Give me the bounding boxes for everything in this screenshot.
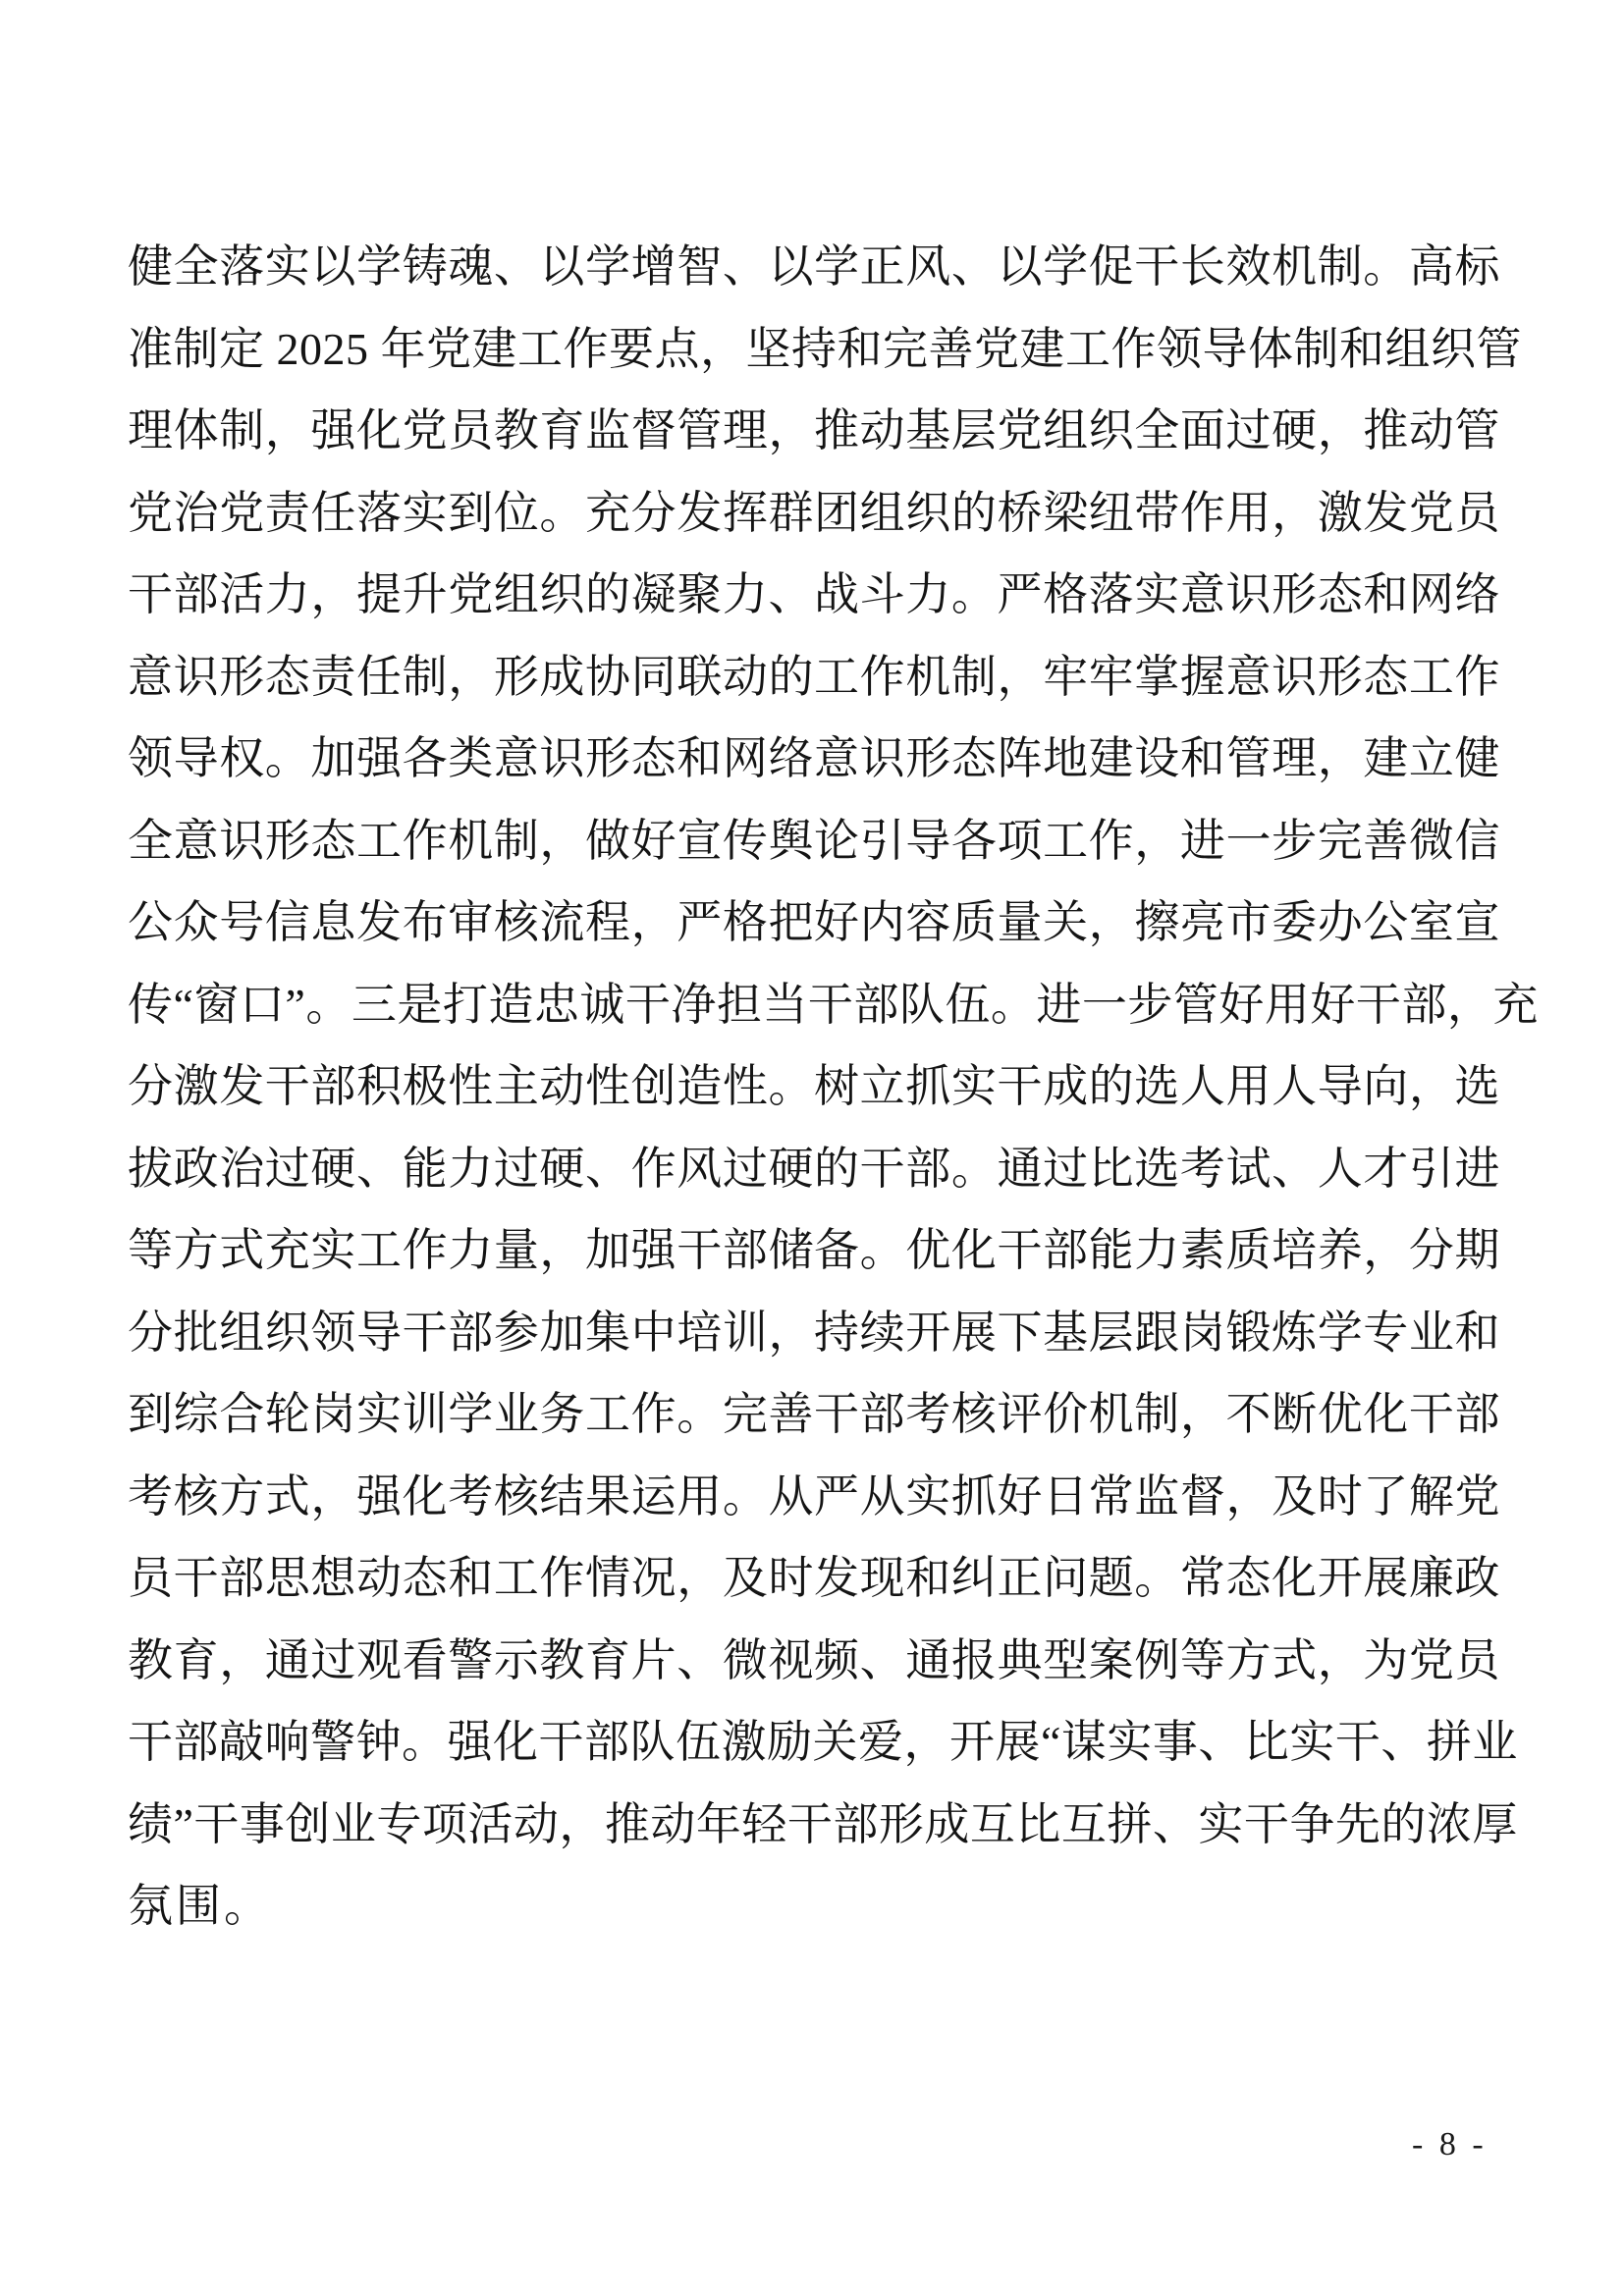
text-line: 党治党责任落实到位。充分发挥群团组织的桥梁纽带作用，激发党员 — [128, 487, 1500, 538]
text-line: 到综合轮岗实训学业务工作。完善干部考核评价机制，不断优化干部 — [128, 1389, 1500, 1439]
text-line: 意识形态责任制，形成协同联动的工作机制，牢牢掌握意识形态工作 — [128, 651, 1500, 702]
text-line: 绩”干事创业专项活动，推动年轻干部形成互比互拼、实干争先的浓厚 — [128, 1798, 1518, 1849]
text-line: 考核方式，强化考核结果运用。从严从实抓好日常监督，及时了解党 — [128, 1470, 1500, 1522]
text-line: 员干部思想动态和工作情况，及时发现和纠正问题。常态化开展廉政 — [128, 1553, 1500, 1603]
text-line: 全意识形态工作机制，做好宣传舆论引导各项工作，进一步完善微信 — [128, 815, 1500, 866]
text-line: 公众号信息发布审核流程，严格把好内容质量关，擦亮市委办公室宣 — [128, 897, 1500, 947]
text-line: 氛围。 — [128, 1881, 272, 1931]
text-line: 准制定 2025 年党建工作要点，坚持和完善党建工作领导体制和组织管 — [128, 323, 1522, 374]
text-line: 干部敲响警钟。强化干部队伍激励关爱，开展“谋实事、比实干、拼业 — [128, 1717, 1518, 1767]
text-line: 干部活力，提升党组织的凝聚力、战斗力。严格落实意识形态和网络 — [128, 569, 1500, 619]
text-line: 分批组织领导干部参加集中培训，持续开展下基层跟岗锻炼学专业和 — [128, 1307, 1500, 1358]
text-line: 拔政治过硬、能力过硬、作风过硬的干部。通过比选考试、人才引进 — [128, 1143, 1500, 1194]
text-line: 理体制，强化党员教育监督管理，推动基层党组织全面过硬，推动管 — [128, 405, 1500, 455]
page-number: - 8 - — [1412, 2126, 1488, 2163]
text-line: 等方式充实工作力量，加强干部储备。优化干部能力素质培养，分期 — [128, 1225, 1500, 1275]
text-line: 领导权。加强各类意识形态和网络意识形态阵地建设和管理，建立健 — [128, 733, 1500, 783]
text-line: 健全落实以学铸魂、以学增智、以学正风、以学促干长效机制。高标 — [128, 241, 1500, 292]
body-text-block — [128, 226, 1539, 1948]
text-line: 分激发干部积极性主动性创造性。树立抓实干成的选人用人导向，选 — [128, 1061, 1500, 1111]
text-line: 传“窗口”。三是打造忠诚干净担当干部队伍。进一步管好用好干部，充 — [128, 979, 1539, 1030]
text-line: 教育，通过观看警示教育片、微视频、通报典型案例等方式，为党员 — [128, 1634, 1500, 1685]
